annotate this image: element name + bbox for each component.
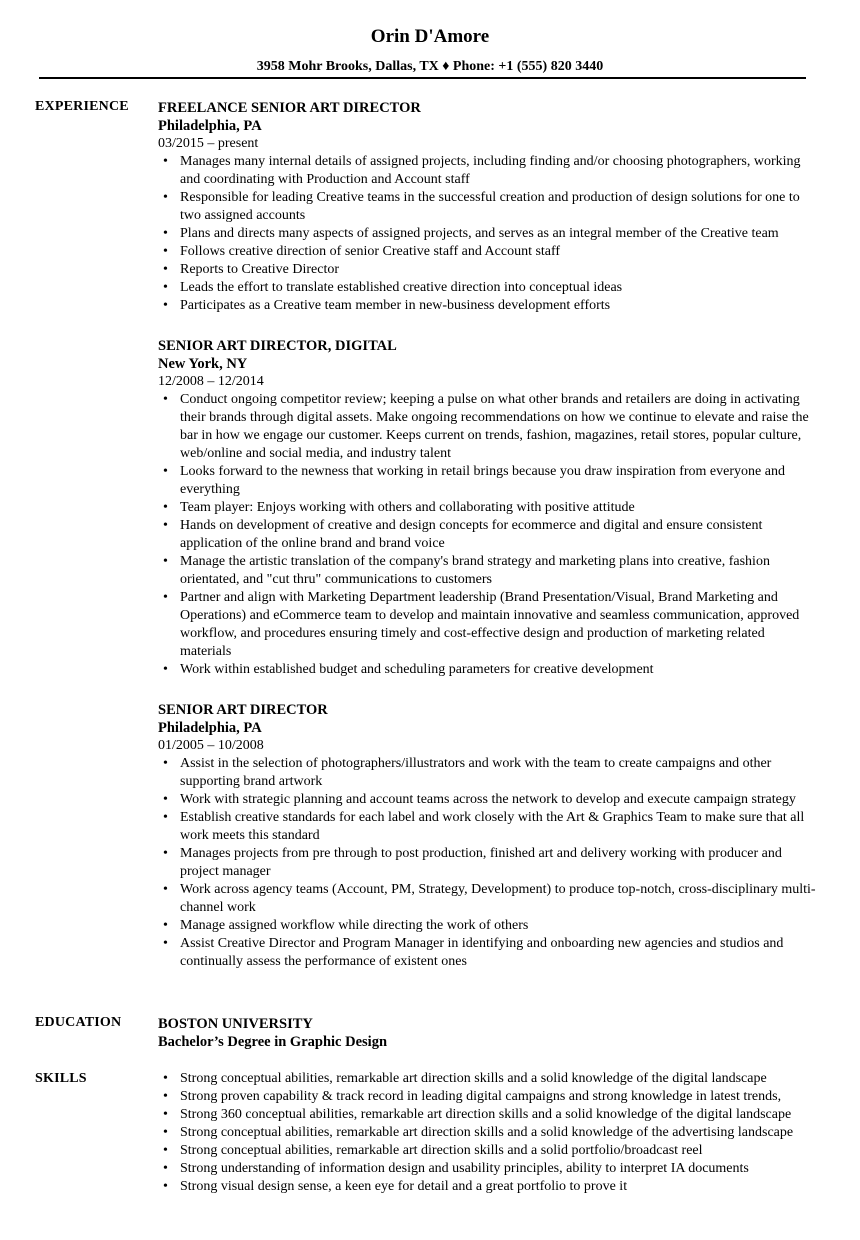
- contact-line: 3958 Mohr Brooks, Dallas, TX ♦ Phone: +1 (555) 820 3440: [256, 59, 604, 74]
- experience-entry: [158, 99, 818, 315]
- job-location: New York, NY: [158, 356, 248, 372]
- list-item: • Responsible for leading Creative teams in the successful creation and production of design solutions for one to two assigned accounts: [163, 190, 800, 223]
- list-item: • Partner and align with Marketing Department leadership (Brand Presentation/Visual, Brand Marketing and Operations) and eCommerce team to develop and maintain innovative and seamless communication, approved workflow, and procedures ensuring timely and cost-effective design and production of marketing related materials: [163, 590, 800, 659]
- list-item: • Strong conceptual abilities, remarkable art direction skills and a solid knowledge of the advertising landscape: [163, 1125, 794, 1140]
- list-item: • Strong 360 conceptual abilities, remarkable art direction skills and a solid knowledge of the digital landscape: [163, 1107, 792, 1122]
- list-item: • Strong understanding of information design and usability principles, ability to interpret IA documents: [163, 1161, 749, 1176]
- list-item: • Assist in the selection of photographers/illustrators and work with the team to create campaigns and other supporting brand artwork: [163, 756, 772, 789]
- skills-list-block: [158, 1070, 818, 1196]
- bullet-icon: •: [163, 226, 168, 241]
- bullet-icon: •: [163, 662, 168, 677]
- list-item: • Participates as a Creative team member in new-business development efforts: [163, 298, 611, 313]
- list-item: • Strong conceptual abilities, remarkable art direction skills and a solid knowledge of the digital landscape: [163, 1071, 767, 1086]
- bullet-icon: •: [163, 1143, 168, 1158]
- bullet-icon: •: [163, 1161, 168, 1176]
- bullet-icon: •: [163, 1179, 168, 1194]
- bullet-icon: •: [163, 936, 168, 951]
- skills-section-label: SKILLS: [35, 1071, 87, 1086]
- bullet-icon: •: [163, 392, 168, 407]
- list-item: • Manage assigned workflow while directing the work of others: [163, 918, 529, 933]
- experience-section-label: EXPERIENCE: [35, 99, 129, 114]
- bullet-icon: •: [163, 262, 168, 277]
- list-item: • Reports to Creative Director: [163, 262, 340, 277]
- list-item: • Establish creative standards for each label and work closely with the Art & Graphics Team to make sure that all work meets this standard: [163, 810, 805, 843]
- job-title: FREELANCE SENIOR ART DIRECTOR: [158, 100, 421, 116]
- bullet-icon: •: [163, 590, 168, 605]
- experience-entry: [158, 337, 818, 679]
- bullet-icon: •: [163, 518, 168, 533]
- job-title: SENIOR ART DIRECTOR, DIGITAL: [158, 338, 397, 354]
- list-item: • Strong proven capability & track record in leading digital campaigns and strong knowledge in latest trends,: [163, 1089, 782, 1104]
- list-item: • Manages projects from pre through to post production, finished art and delivery working with producer and project manager: [163, 846, 782, 879]
- list-item: • Manages many internal details of assigned projects, including finding and/or choosing photographers, working and coordinating with Production and Account staff: [163, 154, 801, 187]
- bullet-icon: •: [163, 1071, 168, 1086]
- bullet-icon: •: [163, 154, 168, 169]
- job-dates: 03/2015 – present: [158, 136, 259, 151]
- job-dates: 01/2005 – 10/2008: [158, 738, 264, 753]
- list-item: • Hands on development of creative and design concepts for ecommerce and digital and ensure consistent application of the online brand and brand voice: [163, 518, 763, 551]
- bullet-icon: •: [163, 1125, 168, 1140]
- bullet-icon: •: [163, 500, 168, 515]
- bullet-icon: •: [163, 756, 168, 771]
- education-section-label: EDUCATION: [35, 1015, 122, 1030]
- list-item: • Work with strategic planning and account teams across the network to develop and execute campaign strategy: [163, 792, 796, 807]
- bullet-icon: •: [163, 1107, 168, 1122]
- list-item: • Plans and directs many aspects of assigned projects, and serves as an integral member of the Creative team: [163, 226, 779, 241]
- list-item: • Follows creative direction of senior Creative staff and Account staff: [163, 244, 561, 259]
- bullet-icon: •: [163, 918, 168, 933]
- bullet-icon: •: [163, 280, 168, 295]
- job-dates: 12/2008 – 12/2014: [158, 374, 264, 389]
- bullet-icon: •: [163, 846, 168, 861]
- candidate-name: Orin D'Amore: [370, 26, 490, 47]
- bullet-icon: •: [163, 190, 168, 205]
- list-item: • Manage the artistic translation of the company's brand strategy and marketing plans into creative, fashion orientated, and "cut thru" communications to customers: [163, 554, 770, 587]
- school-name: BOSTON UNIVERSITY: [158, 1016, 313, 1032]
- job-location: Philadelphia, PA: [158, 720, 262, 736]
- list-item: • Strong conceptual abilities, remarkable art direction skills and a solid portfolio/broadcast reel: [163, 1143, 703, 1158]
- list-item: • Work across agency teams (Account, PM, Strategy, Development) to produce top-notch, cross-disciplinary multi-channel work: [163, 882, 816, 915]
- bullet-icon: •: [163, 298, 168, 313]
- list-item: • Leads the effort to translate established creative direction into conceptual ideas: [163, 280, 623, 295]
- job-title: SENIOR ART DIRECTOR: [158, 702, 328, 718]
- bullet-icon: •: [163, 810, 168, 825]
- job-bullets: [158, 153, 818, 315]
- list-item: • Looks forward to the newness that working in retail brings because you draw inspiration from everyone and everything: [163, 464, 785, 497]
- list-item: • Strong visual design sense, a keen eye for detail and a great portfolio to prove it: [163, 1179, 628, 1194]
- bullet-icon: •: [163, 464, 168, 479]
- list-item: • Work within established budget and scheduling parameters for creative development: [163, 662, 654, 677]
- bullet-icon: •: [163, 882, 168, 897]
- degree: Bachelor’s Degree in Graphic Design: [158, 1034, 388, 1050]
- skills-list: [158, 1070, 818, 1196]
- bullet-icon: •: [163, 554, 168, 569]
- job-bullets: [158, 755, 818, 971]
- bullet-icon: •: [163, 792, 168, 807]
- bullet-icon: •: [163, 1089, 168, 1104]
- list-item: • Conduct ongoing competitor review; keeping a pulse on what other brands and retailers are doing in activating their brands through digital assets. Make ongoing recommendations on how we continue to elevate and raise the bar in how we engage our customer. Keeps current on trends, fashion, magazines, retail stores, popular culture, web/online and social media, and industry talent: [163, 392, 809, 461]
- list-item: • Team player: Enjoys working with others and collaborating with positive attitude: [163, 500, 635, 515]
- list-item: • Assist Creative Director and Program Manager in identifying and onboarding new agencies and studios and continually assess the performance of existent ones: [163, 936, 784, 969]
- education-entry: [158, 1015, 818, 1051]
- job-location: Philadelphia, PA: [158, 118, 262, 134]
- experience-entry: [158, 701, 818, 971]
- job-bullets: [158, 391, 818, 679]
- header-divider: [39, 77, 806, 79]
- bullet-icon: •: [163, 244, 168, 259]
